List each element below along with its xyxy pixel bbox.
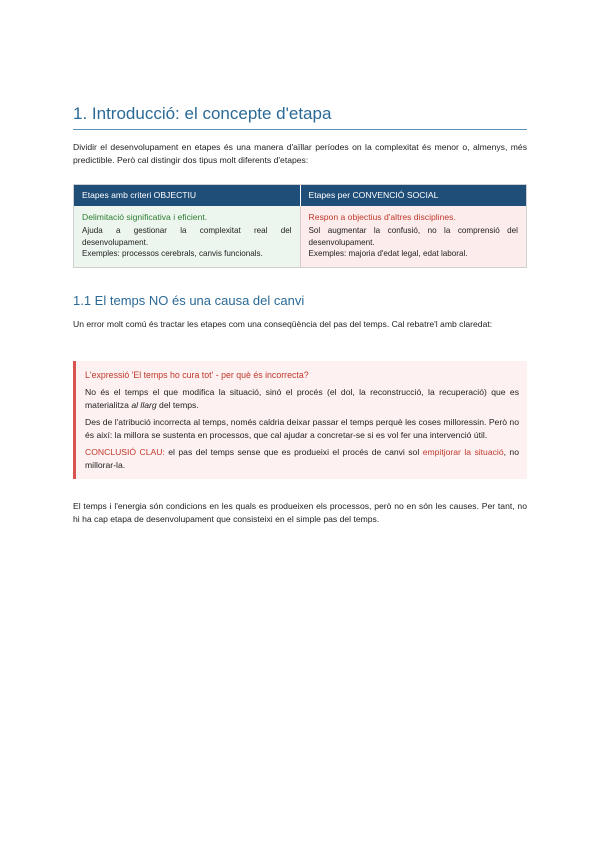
intro-paragraph: Dividir el desenvolupament en etapes és una manera d'aïllar períodes on la complexitat és menor o, almenys, més predictible. Però cal distingir dos tipus molt diferents d'etapes: bbox=[73, 142, 527, 165]
cell-objective bbox=[74, 206, 300, 267]
table-row bbox=[74, 206, 526, 267]
table-header-objective: Etapes amb criteri OBJECTIU bbox=[82, 190, 197, 200]
conclusion-highlight: empitjorar la situació bbox=[422, 447, 504, 457]
table-header-row bbox=[74, 185, 526, 206]
cell-social-lead: Respon a objectius d'altres disciplines. bbox=[308, 212, 456, 222]
section-heading: 1.1 El temps NO és una causa del canvi bbox=[73, 293, 305, 308]
stages-table bbox=[73, 184, 527, 268]
callout-paragraph-1 bbox=[85, 386, 519, 412]
title-rule bbox=[73, 129, 527, 130]
callout-p1-text: No és el temps el que modifica la situació, sinó el procés (el dol, la reconstrucció, la recuperació) que es materialitza bbox=[85, 387, 519, 410]
cell-objective-lead: Delimitació significativa i eficient. bbox=[82, 212, 208, 222]
callout-title: L'expressió 'El temps ho cura tot' - per què és incorrecta? bbox=[85, 370, 309, 380]
callout-conclusion bbox=[85, 446, 519, 472]
cell-social-examples: Exemples: majoria d'edat legal, edat laboral. bbox=[308, 249, 468, 258]
section-intro: Un error molt comú és tractar les etapes com una conseqüència del pas del temps. Cal rebatre'l amb claredat: bbox=[73, 319, 493, 329]
closing-paragraph: El temps i l'energia són condicions en les quals es produeixen els processos, però no en són les causes. Per tant, no hi ha cap etapa de desenvolupament que consisteixi en el simple pas del temps. bbox=[73, 501, 527, 524]
callout-paragraph-2: Des de l'atribució incorrecta al temps, només caldria deixar passar el temps perquè les coses milloressin. Però no és així: la millora se sustenta en processos, que cal ajudar a concretar-se si es vol fer una intervenció útil. bbox=[85, 417, 519, 440]
conclusion-end: , no millorar-la. bbox=[85, 447, 519, 470]
conclusion-label: CONCLUSIÓ CLAU: bbox=[85, 447, 165, 457]
cell-objective-examples: Exemples: processos cerebrals, canvis funcionals. bbox=[82, 249, 263, 258]
cell-social bbox=[300, 206, 527, 267]
cell-social-text: Sol augmentar la confusió, no la comprensió del desenvolupament. bbox=[308, 226, 518, 247]
callout-p1-end: del temps. bbox=[156, 400, 199, 410]
callout-box bbox=[73, 361, 527, 479]
table-header-social: Etapes per CONVENCIÓ SOCIAL bbox=[300, 185, 527, 206]
cell-objective-text: Ajuda a gestionar la complexitat real del desenvolupament. bbox=[82, 226, 292, 247]
callout-p1-emphasis: al llarg bbox=[131, 400, 157, 410]
conclusion-text: el pas del temps sense que es produeixi el procés de canvi sol bbox=[164, 447, 423, 457]
page-title: 1. Introducció: el concepte d'etapa bbox=[73, 104, 332, 123]
